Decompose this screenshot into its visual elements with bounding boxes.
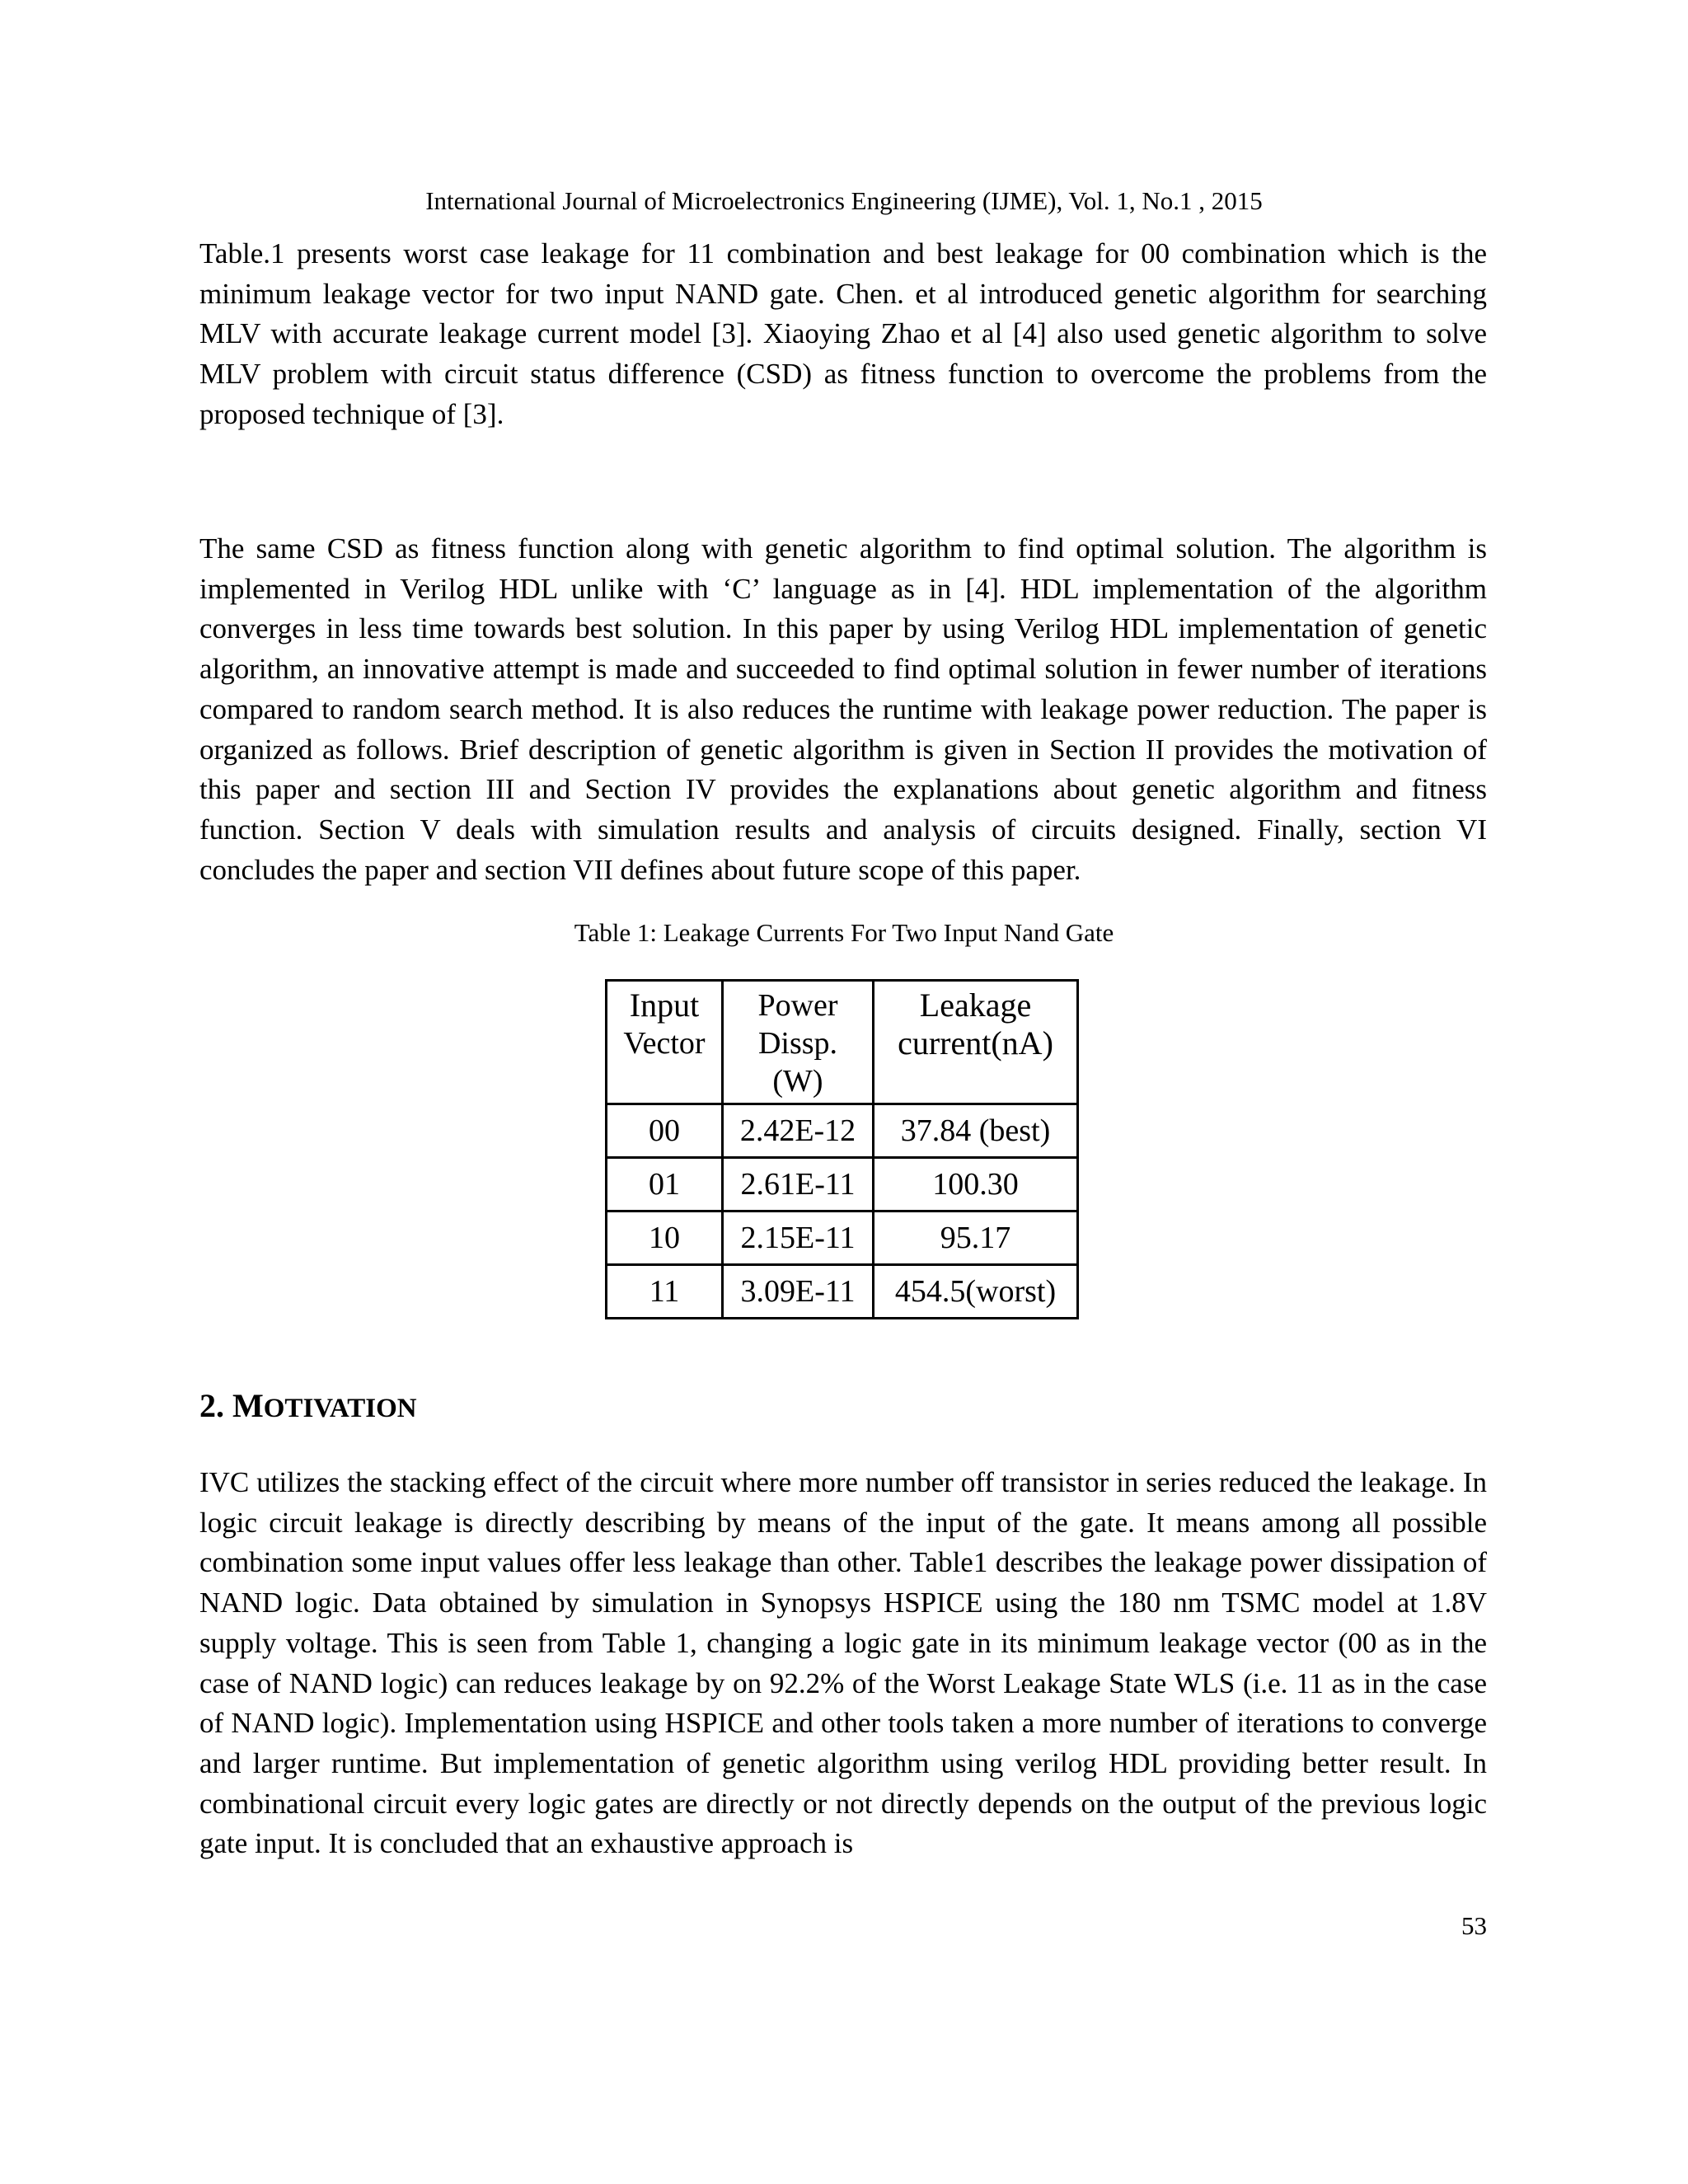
- table-cell: 3.09E-11: [723, 1265, 874, 1319]
- table-cell: 01: [607, 1158, 723, 1212]
- table-cell: 454.5(worst): [874, 1265, 1078, 1319]
- header-line: Vector: [623, 1026, 706, 1061]
- table-cell: 11: [607, 1265, 723, 1319]
- table-cell: 2.61E-11: [723, 1158, 874, 1212]
- header-line: Power: [757, 988, 838, 1023]
- table-row: [607, 1212, 1078, 1265]
- section-title-rest: OTIVATION: [263, 1394, 417, 1423]
- header-input-vector: [607, 981, 723, 1104]
- paragraph-3: IVC utilizes the stacking effect of the circuit where more number off transistor in series reduced the leakage. In logic circuit leakage is directly describing by means of the input of the gate. It means among all possible combination some input values offer less leakage than other. Table1 describes the leakage power dissipation of NAND logic. Data obtained by simulation in Synopsys HSPICE using the 180 nm TSMC model at 1.8V supply voltage. This is seen from Table 1, changing a logic gate in its minimum leakage vector (00 as in the case of NAND logic) can reduces leakage by on 92.2% of the Worst Leakage State WLS (i.e. 11 as in the case of NAND logic). Implementation using HSPICE and other tools taken a more number of iterations to converge and larger runtime. But implementation of genetic algorithm using verilog HDL providing better result. In combinational circuit every logic gates are directly or not directly depends on the output of the previous logic gate input. It is concluded that an exhaustive approach is: [199, 1466, 1487, 1860]
- table-row: [607, 1265, 1078, 1319]
- header-power-dissipation: [723, 981, 874, 1104]
- section-number: 2.: [199, 1387, 224, 1424]
- page-number: 53: [1461, 1911, 1487, 1940]
- section-heading: [199, 1385, 417, 1430]
- table-cell: 100.30: [874, 1158, 1078, 1212]
- table-cell: 00: [607, 1104, 723, 1158]
- table-cell: 10: [607, 1212, 723, 1265]
- header-line: Dissp.: [757, 1026, 838, 1061]
- header-line: current(nA): [898, 1024, 1053, 1062]
- table-row: [607, 1104, 1078, 1158]
- paragraph-2: The same CSD as fitness function along with genetic algorithm to find optimal solution. The algorithm is implemented in Verilog HDL unlike with ‘C’ language as in [4]. HDL implementation of the algorithm converges in less time towards best solution. In this paper by using Verilog HDL implementation of genetic algorithm, an innovative attempt is made and succeeded to find optimal solution in fewer number of iterations compared to random search method. It is also reduces the runtime with leakage power reduction. The paper is organized as follows. Brief description of genetic algorithm is given in Section II provides the motivation of this paper and section III and Section IV provides the explanations about genetic algorithm and fitness function. Section V deals with simulation results and analysis of circuits designed. Finally, section VI concludes the paper and section VII defines about future scope of this paper.: [199, 532, 1487, 886]
- header-leakage-current: [874, 981, 1078, 1104]
- table-row: [607, 1158, 1078, 1212]
- header-line: Input: [629, 987, 700, 1024]
- table-header-row: [607, 981, 1078, 1104]
- header-line: (W): [772, 1064, 823, 1099]
- table-cell: 37.84 (best): [874, 1104, 1078, 1158]
- table-cell: 2.15E-11: [723, 1212, 874, 1265]
- table-caption: Table 1: Leakage Currents For Two Input Nand Gate: [574, 918, 1114, 947]
- paragraph-1: Table.1 presents worst case leakage for 11 combination and best leakage for 00 combination which is the minimum leakage vector for two input NAND gate. Chen. et al introduced genetic algorithm for searching MLV with accurate leakage current model [3]. Xiaoying Zhao et al [4] also used genetic algorithm to solve MLV problem with circuit status difference (CSD) as fitness function to overcome the problems from the proposed technique of [3].: [199, 237, 1487, 430]
- leakage-table: [605, 979, 1079, 1319]
- table-cell: 95.17: [874, 1212, 1078, 1265]
- header-line: Leakage: [919, 987, 1032, 1024]
- table-cell: 2.42E-12: [723, 1104, 874, 1158]
- running-header: International Journal of Microelectronics Engineering (IJME), Vol. 1, No.1 , 2015: [425, 186, 1263, 215]
- section-title-initial: M: [232, 1387, 264, 1424]
